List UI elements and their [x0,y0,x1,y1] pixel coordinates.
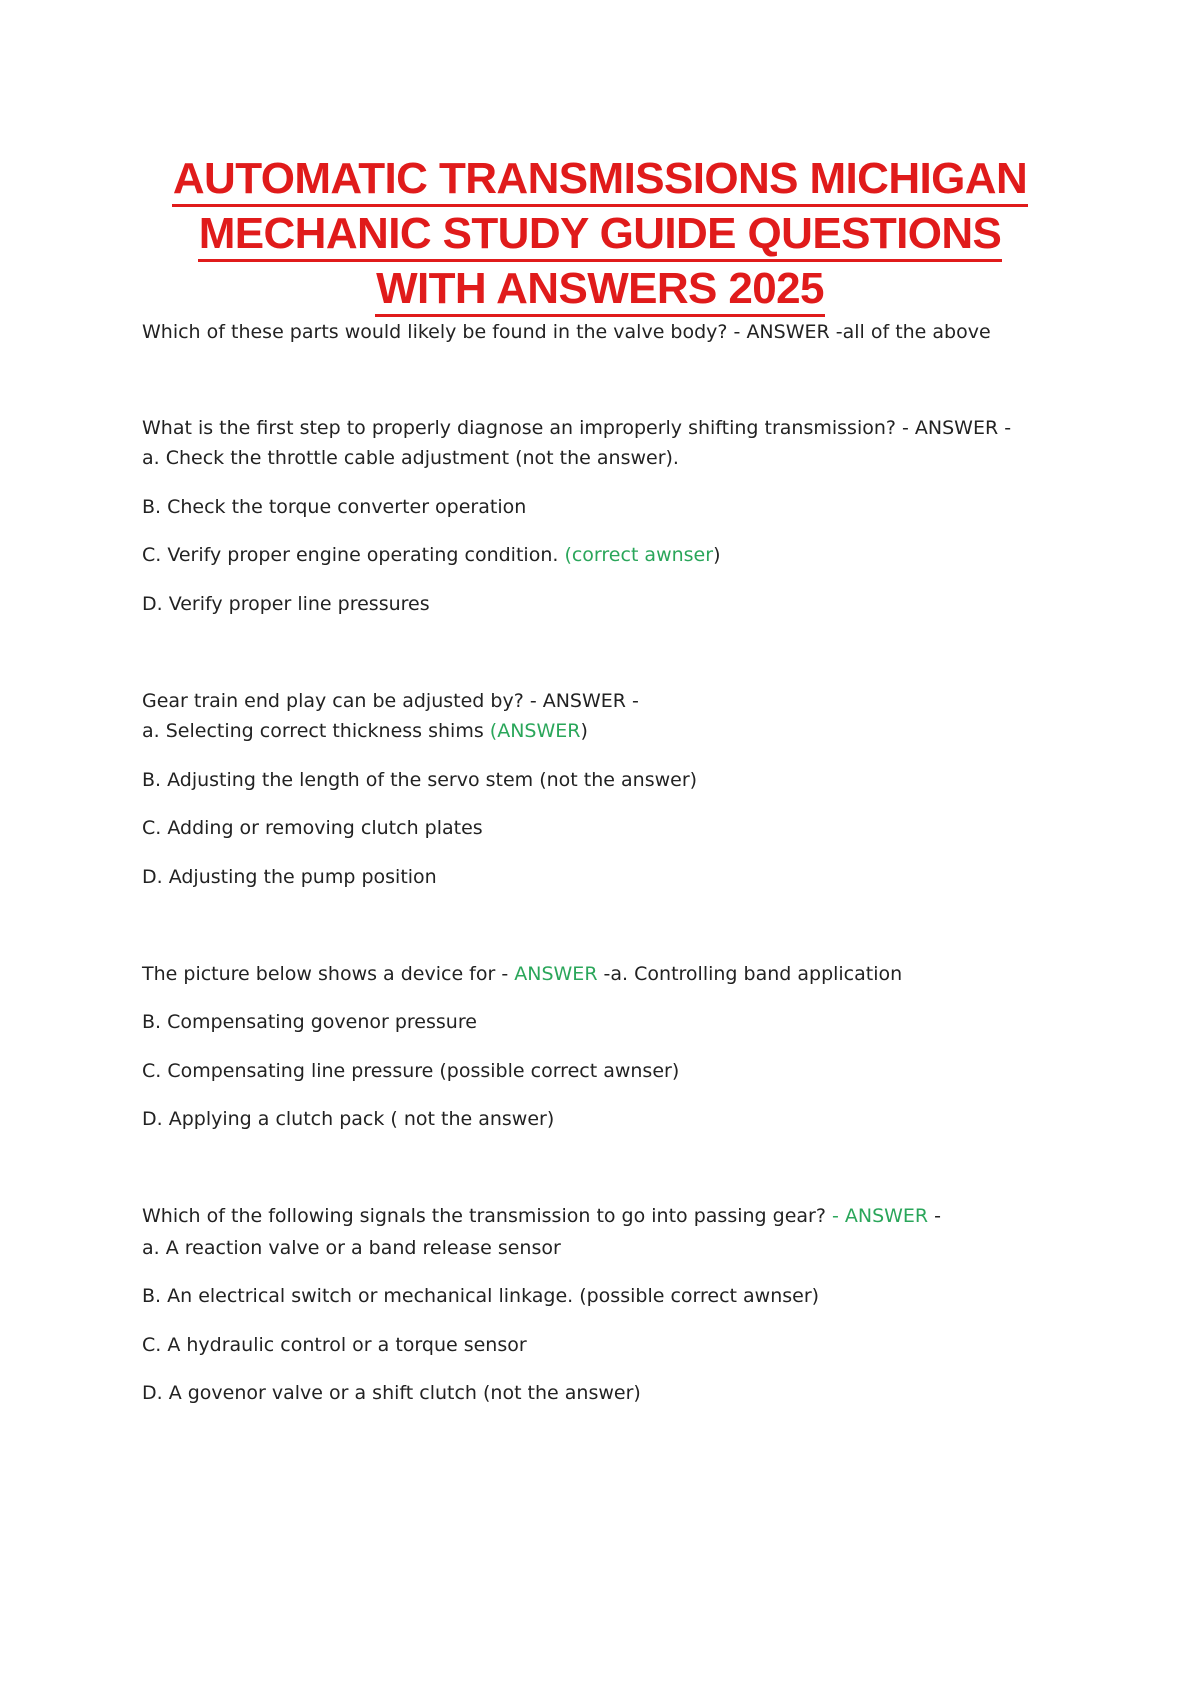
question-5-option-d: D. A govenor valve or a shift clutch (not the answer) [142,1382,641,1404]
option-a-text: a. Selecting correct thickness shims [142,720,490,742]
question-2-text: What is the first step to properly diagnose an improperly shifting transmission? - ANSWER - [142,417,1012,439]
question-1-text: Which of these parts would likely be found in the valve body? - ANSWER -all of the above [142,321,991,343]
answer-note: ANSWER [497,720,581,742]
question-4-option-c: C. Compensating line pressure (possible correct awnser) [142,1060,680,1082]
question-4-text [142,962,902,986]
document-title [100,152,1100,317]
option-c-paren-close: ) [713,544,721,566]
option-a-paren-open: ( [489,720,498,742]
question-5-post: - [928,1205,942,1227]
question-5-option-b: B. An electrical switch or mechanical linkage. (possible correct awnser) [142,1285,820,1307]
question-3-text: Gear train end play can be adjusted by? - ANSWER - [142,690,639,712]
title-line-1: AUTOMATIC TRANSMISSIONS MICHIGAN [172,154,1028,207]
question-2-option-b: B. Check the torque converter operation [142,496,527,518]
question-4-option-b: B. Compensating govenor pressure [142,1011,477,1033]
answer-label: - ANSWER [831,1205,929,1227]
title-line-3: WITH ANSWERS 2025 [375,264,825,317]
answer-label: ANSWER [514,963,598,985]
question-2-option-d: D. Verify proper line pressures [142,593,430,615]
question-4-pre: The picture below shows a device for - [142,963,515,985]
question-4-post: -a. Controlling band application [597,963,903,985]
question-3-option-d: D. Adjusting the pump position [142,866,437,888]
question-4-option-d: D. Applying a clutch pack ( not the answer) [142,1108,555,1130]
option-c-paren-open: ( [564,544,572,566]
correct-answer-note: correct awnser [571,544,714,566]
title-line-2: MECHANIC STUDY GUIDE QUESTIONS [198,209,1003,262]
question-2-option-a: a. Check the throttle cable adjustment (not the answer). [142,447,679,469]
question-5-option-c: C. A hydraulic control or a torque sensor [142,1334,527,1356]
question-5-text [142,1204,941,1228]
question-2-option-c [142,543,720,567]
option-a-paren-close: ) [580,720,588,742]
question-3-option-a [142,719,588,743]
option-c-text: C. Verify proper engine operating condition. [142,544,565,566]
question-3-option-b: B. Adjusting the length of the servo stem (not the answer) [142,769,698,791]
question-5-option-a: a. A reaction valve or a band release sensor [142,1237,561,1259]
question-3-option-c: C. Adding or removing clutch plates [142,817,483,839]
question-5-pre: Which of the following signals the transmission to go into passing gear? [142,1205,832,1227]
